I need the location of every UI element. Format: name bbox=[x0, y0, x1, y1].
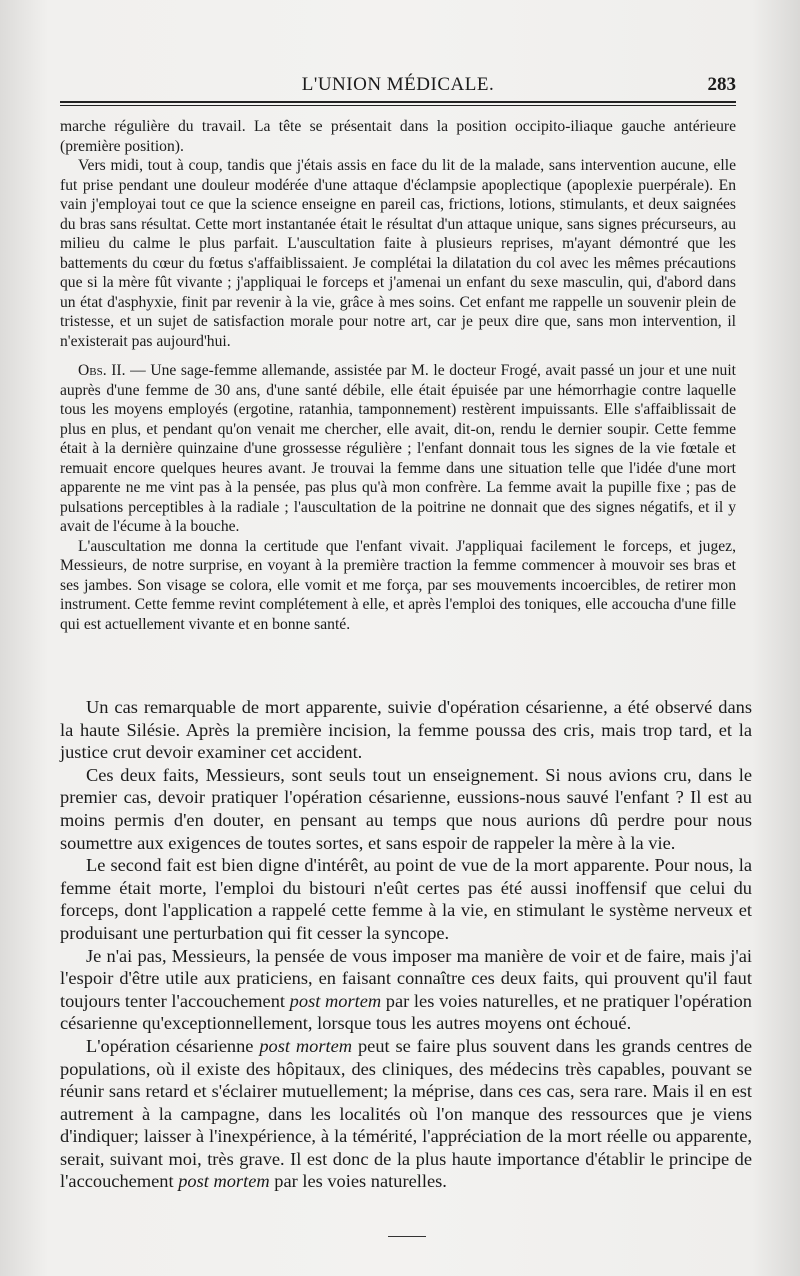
header-rule bbox=[60, 101, 736, 106]
paragraph-text: peut se faire plus souvent dans les grands centres de populations, où il existe des hôpitaux, des cliniques, des médecins très capables, pouvant se réunir sans retard et s'éclairer mutuellement; la méprise, dans ces cas, sera rare. Mais il en est autrement à la campagne, dans les localités où l'on manque des ressources que je viens d'indiquer; laisser à l'inexpérience, à la témérité, l'appréciation de la mort réelle ou apparente, serait, suivant moi, très grave. Il est donc de la plus haute importance d'établir le principe de l'accouchement bbox=[60, 1035, 752, 1192]
paragraph-text: Je n'ai pas, Messieurs, la pensée de vous imposer ma manière de voir et de faire, mais j'ai l'espoir d'être utile aux praticiens, en faisant connaître ces deux faits, qui prouvent qu'il faut toujours tenter l'accouchement bbox=[60, 945, 752, 1011]
page-number: 283 bbox=[707, 74, 736, 95]
paragraph bbox=[60, 945, 752, 1035]
journal-title: L'UNION MÉDICALE. bbox=[301, 74, 495, 95]
italic-term: post mortem bbox=[259, 1035, 353, 1056]
main-text bbox=[60, 696, 752, 1193]
paragraph: Le second fait est bien digne d'intérêt, au point de vue de la mort apparente. Pour nous, la femme était morte, l'emploi du bistouri n'eût certes pas été aussi inoffensif que celui du forceps, dont l'application a rappelé cette femme à la vie, en stimulant le système nerveux et produisant une perturbation qui fit cesser la syncope. bbox=[60, 855, 752, 943]
paragraph: L'auscultation me donna la certitude que l'enfant vivait. J'appliquai facilement le forceps, et jugez, Messieurs, de notre surprise, en voyant à la première traction la femme commencer à mouvoir ses bras et ses jambes. Son visage se colora, elle vomit et me força, par ses mouvements incoercibles, de retirer mon instrument. Cette femme revint complétement à elle, et après l'emploi des toniques, elle accoucha d'une fille qui est actuellement vivante et en bonne santé. bbox=[60, 537, 736, 633]
paragraph: Un cas remarquable de mort apparente, suivie d'opération césarienne, a été observé dans la haute Silésie. Après la première incision, la femme poussa des cris, mais trop tard, et la justice crut devoir examiner cet accident. bbox=[60, 697, 752, 763]
footer-rule bbox=[388, 1236, 426, 1237]
observation-paragraph bbox=[60, 361, 736, 537]
paragraph: Vers midi, tout à coup, tandis que j'étais assis en face du lit de la malade, sans intervention aucune, elle fut prise pendant une douleur modérée d'une attaque d'éclampsie apoplectique (apoplexie puerpérale). En vain j'employai tout ce que la science enseigne en pareil cas, frictions, lotions, stimulants, et deux saignées du bras sans résultat. Cette mort instantanée était le résultat d'un attaque unique, sans signes précurseurs, au milieu du calme le plus parfait. L'auscultation faite à plusieurs reprises, m'ayant démontré que les battements du cœur du fœtus s'affaiblissaient. Je complétai la dilatation du col avec les mêmes précautions que si la mère fût vivante ; j'appliquai le forceps et j'amenai un enfant du sexe masculin, qui, d'abord dans un état d'asphyxie, finit par revenir à la vie, grâce à mes soins. Cet enfant me rappelle un souvenir plein de tristesse, et un sujet de satisfaction morale pour notre art, car je peux dire que, sans mon intervention, il n'existerait pas aujourd'hui. bbox=[60, 157, 736, 350]
paragraph: Ces deux faits, Messieurs, sont seuls tout un enseignement. Si nous avions cru, dans le premier cas, devoir pratiquer l'opération césarienne, eussions-nous sauvé l'enfant ? Il est au moins permis d'en douter, en pensant au temps que nous aurions dû perdre pour nous soumettre aux exigences de toutes sortes, et sans espoir de rappeler la mère à la vie. bbox=[60, 764, 752, 853]
paragraph-text: par les voies naturelles. bbox=[269, 1171, 447, 1192]
running-header bbox=[60, 74, 736, 100]
observation-text bbox=[60, 117, 736, 634]
paragraph-text: L'opération césarienne bbox=[86, 1035, 260, 1056]
paragraph-text: par les voies naturelles, et ne pratiquer l'opération césarienne qu'exceptionnellement, lorsque tous les autres moyens ont échoué. bbox=[60, 990, 752, 1034]
italic-term: post mortem bbox=[178, 1171, 270, 1192]
paragraph bbox=[60, 1035, 752, 1193]
observation-label: Obs. II. bbox=[78, 362, 126, 379]
italic-term: post mortem bbox=[289, 990, 382, 1011]
paragraph: marche régulière du travail. La tête se présentait dans la position occipito-iliaque gauche antérieure (première position). bbox=[60, 118, 736, 155]
paragraph-text: — Une sage-femme allemande, assistée par M. le docteur Frogé, avait passé un jour et une nuit auprès d'une femme de 30 ans, d'une santé débile, elle était épuisée par une hémorrhagie contre laquelle tous les moyens employés (ergotine, ratanhia, tamponnement) restèrent impuissants. Elle s'affaiblissait de plus en plus, et pendant qu'on venait me chercher, elle avait, dit-on, rendu le dernier soupir. Cette femme était à la dernière quinzaine d'une grossesse régulière ; l'enfant donnait tous les signes de la vie fœtale et remuait encore quelques heures avant. Je trouvai la femme dans une situation telle que l'idée d'une mort apparente ne me vint pas à la pensée, pas plus qu'à mon confrère. La femme avait la pupille fixe ; pas de pulsations perceptibles à la radiale ; l'auscultation de la poitrine ne donnait que des signes négatifs, et il y avait de l'écume à la bouche. bbox=[60, 362, 736, 535]
